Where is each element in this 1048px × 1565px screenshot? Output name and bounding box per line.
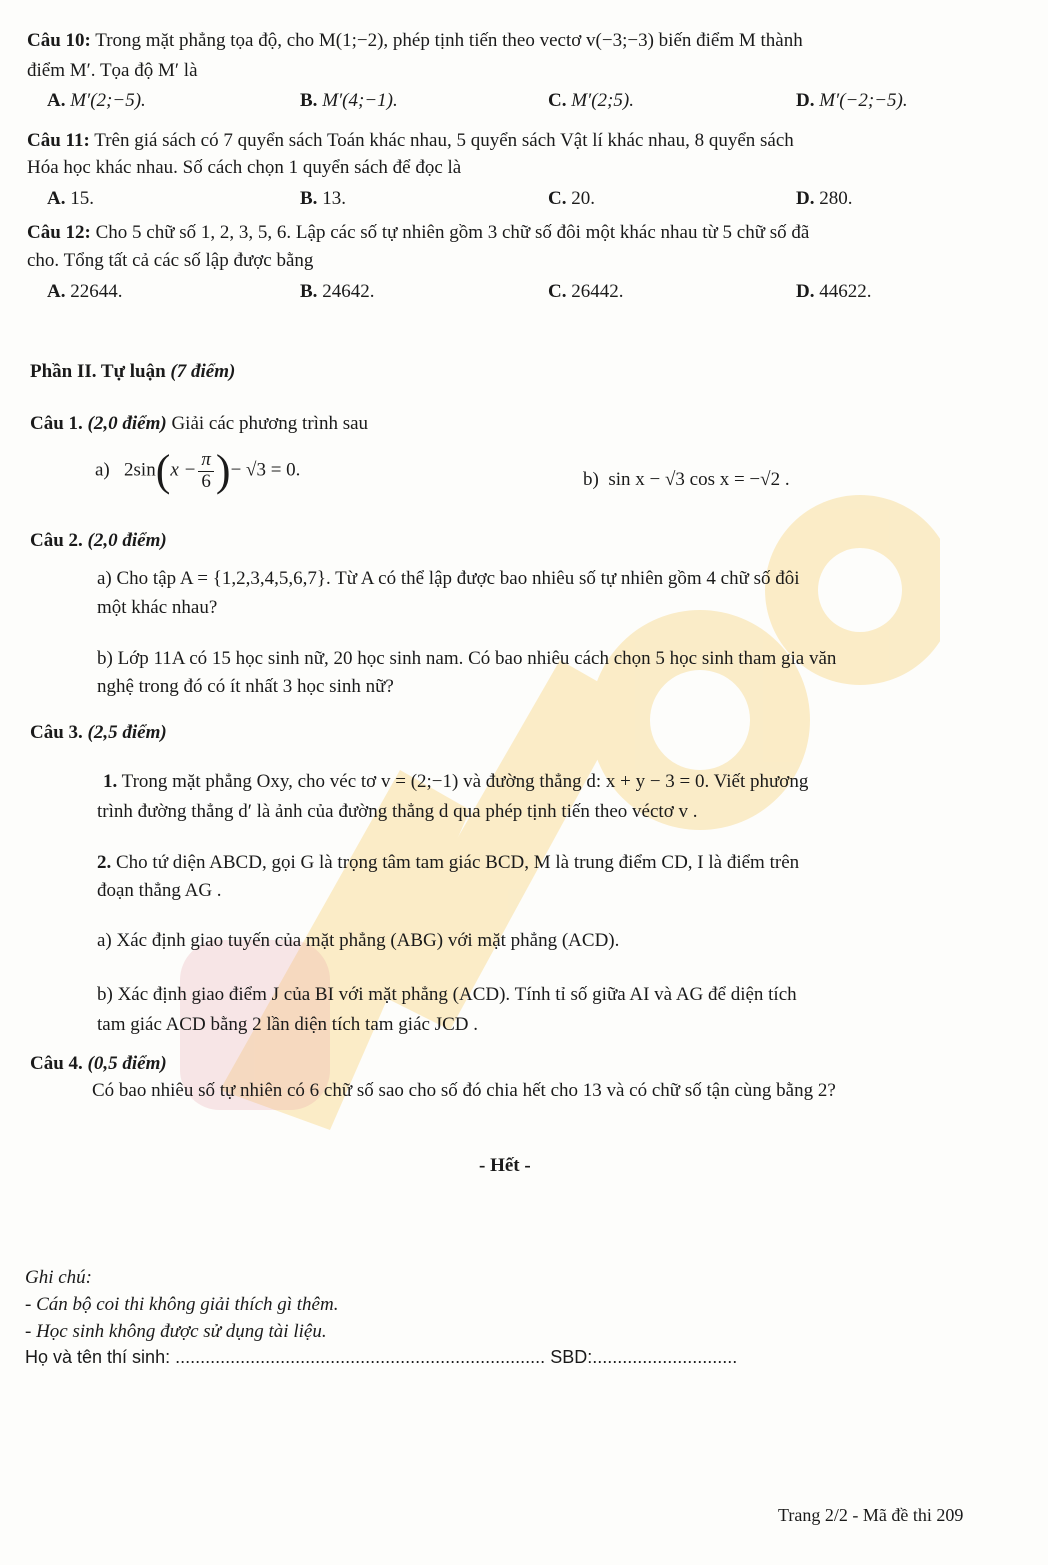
c3-p2-line2: đoạn thẳng AG . [97,880,222,901]
c3-p1-line2: trình đường thẳng d′ là ảnh của đường thẳng d qua phép tịnh tiến theo véctơ v . [97,801,698,822]
q12-option-a: A. 22644. [47,281,123,302]
q11-option-b: B. 13. [300,188,346,209]
note-2: - Học sinh không được sử dụng tài liệu. [25,1321,327,1342]
q10-line2: điểm M′. Tọa độ M′ là [27,60,198,81]
c3-part-b-line2: tam giác ACD bằng 2 lần diện tích tam giác JCD . [97,1014,478,1035]
c4-text: Có bao nhiêu số tự nhiên có 6 chữ số sao cho số đó chia hết cho 13 và có chữ số tận cùng bằng 2? [92,1080,836,1101]
q12-text: Cho 5 chữ số 1, 2, 3, 5, 6. Lập các số tự nhiên gồm 3 chữ số đôi một khác nhau từ 5 chữ số đã [95,222,810,243]
c1-equation-b: b) sin x − √3 cos x = −√2 . [583,469,790,490]
q12-option-b: B. 24642. [300,281,375,302]
q10-label: Câu 10: [27,30,91,51]
candidate-name-field: .......................................................................... [175,1347,546,1367]
candidate-info-line [25,1347,737,1369]
q11-option-c: C. 20. [548,188,595,209]
q11-line2: Hóa học khác nhau. Số cách chọn 1 quyển sách để đọc là [27,157,462,178]
c2-a-line2: một khác nhau? [97,597,218,618]
q11-option-a: A. 15. [47,188,94,209]
q11-line1 [27,130,794,153]
c3-p1-line1: 1. Trong mặt phẳng Oxy, cho véc tơ v = (2;−1) và đường thẳng d: x + y − 3 = 0. Viết phương [103,771,809,792]
c4-heading: Câu 4. (0,5 điểm) [30,1053,167,1074]
q12-line2: cho. Tổng tất cả các số lập được bằng [27,250,314,271]
sbd-label: SBD: [550,1347,593,1367]
candidate-name-label: Họ và tên thí sinh: [25,1347,171,1367]
sbd-field: ............................. [592,1347,738,1367]
q12-label: Câu 12: [27,222,91,243]
q11-text: Trên giá sách có 7 quyển sách Toán khác nhau, 5 quyển sách Vật lí khác nhau, 8 quyển sách [94,130,794,151]
c1-heading: Câu 1. (2,0 điểm) Giải các phương trình sau [30,413,369,434]
c3-part-a: a) Xác định giao tuyến của mặt phẳng (ABG) với mặt phẳng (ACD). [97,930,620,951]
q10-option-d: D. M′(−2;−5). [796,90,908,111]
q10-option-c: C. M′(2;5). [548,90,634,111]
note-1: - Cán bộ coi thi không giải thích gì thêm. [25,1294,339,1315]
c3-heading: Câu 3. (2,5 điểm) [30,722,167,743]
c2-a-line1: a) Cho tập A = {1,2,3,4,5,6,7}. Từ A có thể lập được bao nhiêu số tự nhiên gồm 4 chữ số đôi [97,568,800,589]
q10-option-b: B. M′(4;−1). [300,90,398,111]
end-marker: - Hết - [479,1155,531,1176]
q12-option-d: D. 44622. [796,281,872,302]
page-footer: Trang 2/2 - Mã đề thi 209 [778,1505,964,1525]
q10-line1 [27,30,803,53]
q11-label: Câu 11: [27,130,90,151]
c3-p2-line1: 2. Cho tứ diện ABCD, gọi G là trọng tâm tam giác BCD, M là trung điểm CD, I là điểm trên [97,852,800,873]
q10-option-a: A. M′(2;−5). [47,90,146,111]
q12-option-c: C. 26442. [548,281,624,302]
part2-heading: Phần II. Tự luận (7 điểm) [30,361,236,382]
q11-option-d: D. 280. [796,188,853,209]
notes-title: Ghi chú: [25,1267,93,1288]
c2-b-line2: nghệ trong đó có ít nhất 3 học sinh nữ? [97,676,394,697]
q12-line1 [27,222,809,245]
c1-equation-a: a) 2sin(x − $\frac{\pi}{6}$ )− √3 = 0. [95,446,301,495]
c3-part-b-line1: b) Xác định giao điểm J của BI với mặt phẳng (ACD). Tính tỉ số giữa AI và AG để diện tích [97,984,797,1005]
c2-heading: Câu 2. (2,0 điểm) [30,530,167,551]
c2-b-line1: b) Lớp 11A có 15 học sinh nữ, 20 học sinh nam. Có bao nhiêu cách chọn 5 học sinh tham gia văn [97,648,837,669]
q10-text: Trong mặt phẳng tọa độ, cho M(1;−2), phép tịnh tiến theo vectơ v(−3;−3) biến điểm M thành [95,30,803,51]
